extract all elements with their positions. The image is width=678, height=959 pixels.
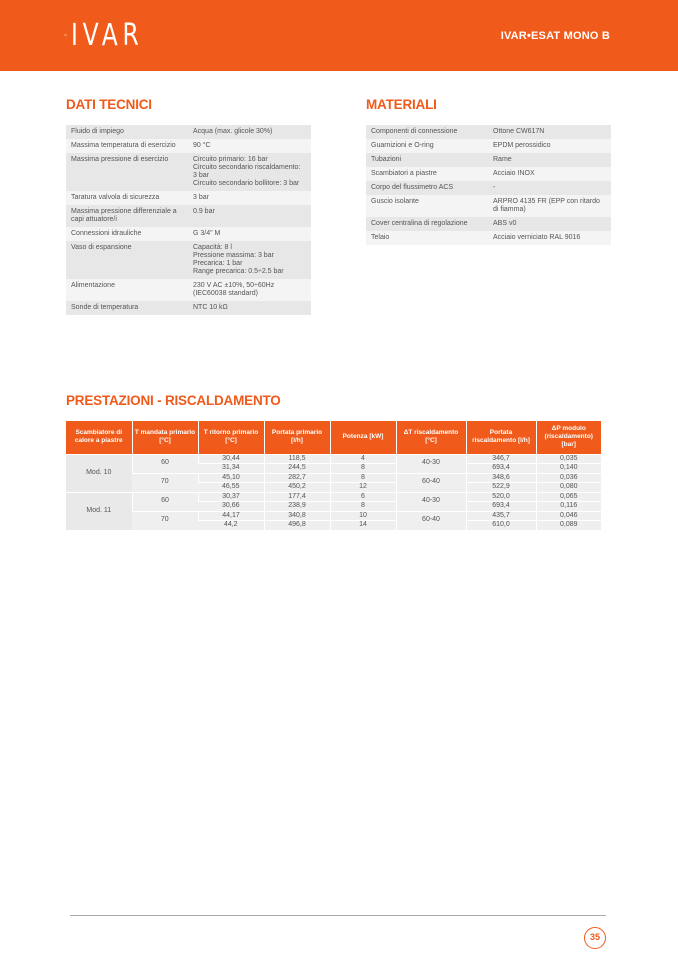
brand-name: IVAR bbox=[71, 17, 144, 53]
delta-p-cell: 0,140 bbox=[536, 464, 601, 474]
materiali-value: ABS v0 bbox=[488, 217, 611, 231]
dati-tecnici-row bbox=[66, 125, 311, 139]
materiali-label: Telaio bbox=[366, 231, 488, 245]
sun-logo-icon bbox=[64, 17, 67, 53]
dati-tecnici-value: 230 V AC ±10%, 50÷60Hz (IEC60038 standard) bbox=[188, 279, 311, 301]
dati-tecnici-row bbox=[66, 241, 311, 279]
materiali-label: Tubazioni bbox=[366, 153, 488, 167]
materiali-label: Guscio isolante bbox=[366, 195, 488, 217]
t-mandata-cell: 60 bbox=[132, 454, 198, 473]
dati-tecnici-row bbox=[66, 227, 311, 241]
portata-primario-cell: 450,2 bbox=[264, 483, 330, 493]
column-header: Portata riscaldamento [l/h] bbox=[466, 421, 536, 454]
delta-p-cell: 0,035 bbox=[536, 454, 601, 464]
dati-tecnici-value: Capacità: 8 l Pressione massima: 3 bar Precarica: 1 bar Range precarica: 0.5÷2.5 bar bbox=[188, 241, 311, 279]
portata-riscaldamento-cell: 693,4 bbox=[466, 502, 536, 512]
dati-tecnici-row bbox=[66, 139, 311, 153]
column-header: Scambiatore di calore a piastre bbox=[66, 421, 132, 454]
t-mandata-cell: 70 bbox=[132, 473, 198, 492]
delta-p-cell: 0,046 bbox=[536, 511, 601, 521]
dati-tecnici-label: Alimentazione bbox=[66, 279, 188, 301]
materiali-title: MATERIALI bbox=[366, 97, 437, 112]
dati-tecnici-label: Massima temperatura di esercizio bbox=[66, 139, 188, 153]
dati-tecnici-row bbox=[66, 153, 311, 191]
portata-riscaldamento-cell: 520,0 bbox=[466, 492, 536, 502]
portata-primario-cell: 282,7 bbox=[264, 473, 330, 483]
dati-tecnici-title: DATI TECNICI bbox=[66, 97, 152, 112]
t-ritorno-cell: 45,10 bbox=[198, 473, 264, 483]
portata-primario-cell: 238,9 bbox=[264, 502, 330, 512]
column-header: T ritorno primario [°C] bbox=[198, 421, 264, 454]
column-header: Portata primario [l/h] bbox=[264, 421, 330, 454]
delta-t-cell: 40-30 bbox=[396, 492, 466, 511]
portata-riscaldamento-cell: 693,4 bbox=[466, 464, 536, 474]
model-cell: Mod. 11 bbox=[66, 492, 132, 530]
dati-tecnici-value: 90 °C bbox=[188, 139, 311, 153]
potenza-cell: 6 bbox=[330, 492, 396, 502]
portata-primario-cell: 118,5 bbox=[264, 454, 330, 464]
t-ritorno-cell: 46,55 bbox=[198, 483, 264, 493]
portata-riscaldamento-cell: 522,9 bbox=[466, 483, 536, 493]
potenza-cell: 8 bbox=[330, 464, 396, 474]
dati-tecnici-value: 3 bar bbox=[188, 191, 311, 205]
delta-t-cell: 40-30 bbox=[396, 454, 466, 473]
table-row bbox=[66, 454, 601, 464]
materiali-row bbox=[366, 139, 611, 153]
dati-tecnici-row bbox=[66, 191, 311, 205]
brand-logo bbox=[64, 16, 164, 54]
prestazioni-table bbox=[66, 421, 601, 530]
materiali-label: Cover centralina di regolazione bbox=[366, 217, 488, 231]
prestazioni-title: PRESTAZIONI - RISCALDAMENTO bbox=[66, 393, 281, 408]
materiali-value: Acciaio verniciato RAL 9016 bbox=[488, 231, 611, 245]
materiali-value: Acciaio INOX bbox=[488, 167, 611, 181]
dati-tecnici-value: 0.9 bar bbox=[188, 205, 311, 227]
portata-primario-cell: 340,8 bbox=[264, 511, 330, 521]
materiali-table bbox=[366, 125, 611, 245]
delta-t-cell: 60-40 bbox=[396, 473, 466, 492]
portata-primario-cell: 496,8 bbox=[264, 521, 330, 530]
dati-tecnici-label: Fluido di impiego bbox=[66, 125, 188, 139]
column-header: T mandata primario [°C] bbox=[132, 421, 198, 454]
dati-tecnici-label: Massima pressione differenziale a capi attuatore/i bbox=[66, 205, 188, 227]
delta-p-cell: 0,080 bbox=[536, 483, 601, 493]
potenza-cell: 8 bbox=[330, 502, 396, 512]
t-ritorno-cell: 44,17 bbox=[198, 511, 264, 521]
column-header: ΔT riscaldamento [°C] bbox=[396, 421, 466, 454]
table-row bbox=[66, 473, 601, 483]
t-ritorno-cell: 30,37 bbox=[198, 492, 264, 502]
materiali-row bbox=[366, 231, 611, 245]
t-ritorno-cell: 31,34 bbox=[198, 464, 264, 474]
table-row bbox=[66, 511, 601, 521]
potenza-cell: 14 bbox=[330, 521, 396, 530]
portata-primario-cell: 244,5 bbox=[264, 464, 330, 474]
dati-tecnici-label: Vaso di espansione bbox=[66, 241, 188, 279]
t-mandata-cell: 60 bbox=[132, 492, 198, 511]
potenza-cell: 12 bbox=[330, 483, 396, 493]
dati-tecnici-value: Acqua (max. glicole 30%) bbox=[188, 125, 311, 139]
t-ritorno-cell: 30,66 bbox=[198, 502, 264, 512]
dati-tecnici-value: G 3/4" M bbox=[188, 227, 311, 241]
dati-tecnici-table bbox=[66, 125, 311, 315]
delta-p-cell: 0,089 bbox=[536, 521, 601, 530]
product-name: IVAR•ESAT MONO B bbox=[500, 30, 610, 42]
materiali-row bbox=[366, 153, 611, 167]
portata-riscaldamento-cell: 435,7 bbox=[466, 511, 536, 521]
dati-tecnici-row bbox=[66, 301, 311, 315]
footer-divider bbox=[70, 915, 606, 916]
portata-riscaldamento-cell: 610,0 bbox=[466, 521, 536, 530]
column-header: Potenza [kW] bbox=[330, 421, 396, 454]
t-ritorno-cell: 44,2 bbox=[198, 521, 264, 530]
portata-riscaldamento-cell: 346,7 bbox=[466, 454, 536, 464]
potenza-cell: 8 bbox=[330, 473, 396, 483]
materiali-row bbox=[366, 125, 611, 139]
materiali-row bbox=[366, 195, 611, 217]
materiali-row bbox=[366, 181, 611, 195]
dati-tecnici-label: Massima pressione di esercizio bbox=[66, 153, 188, 191]
dati-tecnici-row bbox=[66, 279, 311, 301]
t-mandata-cell: 70 bbox=[132, 511, 198, 530]
materiali-row bbox=[366, 217, 611, 231]
materiali-label: Componenti di connessione bbox=[366, 125, 488, 139]
dati-tecnici-label: Taratura valvola di sicurezza bbox=[66, 191, 188, 205]
potenza-cell: 4 bbox=[330, 454, 396, 464]
materiali-row bbox=[366, 167, 611, 181]
materiali-label: Corpo del flussimetro ACS bbox=[366, 181, 488, 195]
delta-p-cell: 0,065 bbox=[536, 492, 601, 502]
dati-tecnici-row bbox=[66, 205, 311, 227]
delta-t-cell: 60-40 bbox=[396, 511, 466, 530]
t-ritorno-cell: 30,44 bbox=[198, 454, 264, 464]
materiali-value: ARPRO 4135 FR (EPP con ritardo di fiamma) bbox=[488, 195, 611, 217]
materiali-label: Guarnizioni e O-ring bbox=[366, 139, 488, 153]
table-row bbox=[66, 492, 601, 502]
model-cell: Mod. 10 bbox=[66, 454, 132, 492]
dati-tecnici-label: Sonde di temperatura bbox=[66, 301, 188, 315]
page-number: 35 bbox=[584, 927, 606, 949]
delta-p-cell: 0,116 bbox=[536, 502, 601, 512]
dati-tecnici-label: Connessioni idrauliche bbox=[66, 227, 188, 241]
materiali-value: - bbox=[488, 181, 611, 195]
portata-primario-cell: 177,4 bbox=[264, 492, 330, 502]
portata-riscaldamento-cell: 348,6 bbox=[466, 473, 536, 483]
materiali-label: Scambiatori a piastre bbox=[366, 167, 488, 181]
dati-tecnici-value: Circuito primario: 16 bar Circuito secondario riscaldamento: 3 bar Circuito secondario bollitore: 3 bar bbox=[188, 153, 311, 191]
column-header: ΔP modulo (riscaldamento) [bar] bbox=[536, 421, 601, 454]
delta-p-cell: 0,036 bbox=[536, 473, 601, 483]
materiali-value: EPDM perossidico bbox=[488, 139, 611, 153]
page-header bbox=[0, 0, 678, 71]
potenza-cell: 10 bbox=[330, 511, 396, 521]
materiali-value: Rame bbox=[488, 153, 611, 167]
dati-tecnici-value: NTC 10 kΩ bbox=[188, 301, 311, 315]
materiali-value: Ottone CW617N bbox=[488, 125, 611, 139]
